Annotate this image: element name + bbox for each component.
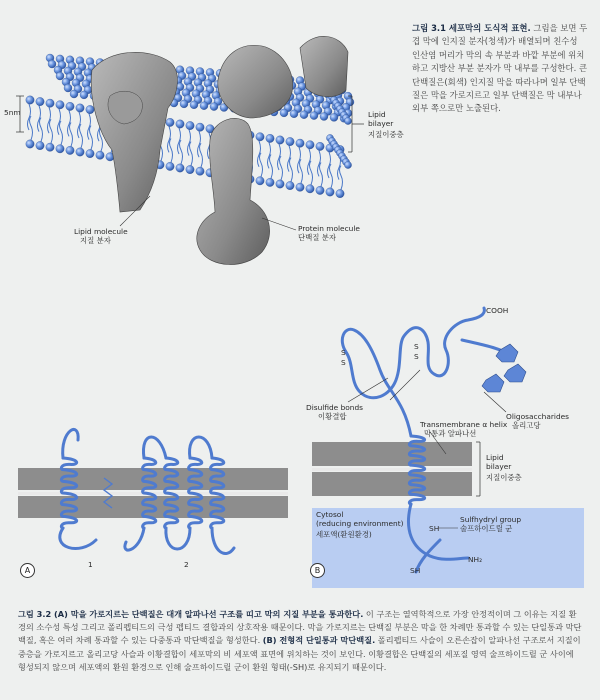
lipid-molecule-label-en: Lipid molecule <box>74 227 128 236</box>
subfigure-number-1: 1 <box>88 560 93 569</box>
panel-b-membrane <box>312 442 472 496</box>
lipid-bilayer-label-ko: 지질이중층 <box>368 130 404 139</box>
tm-helix-label-en: Transmembrane α helix <box>420 420 508 429</box>
lipid-bilayer-b-label-ko: 지질이중층 <box>486 473 522 482</box>
lipid-molecule-label-ko: 지질 분자 <box>80 236 111 245</box>
sh-label-1: SH <box>429 524 440 533</box>
glycosylation-branch <box>462 340 504 352</box>
lipid-bilayer-label-en: Lipid bilayer <box>368 110 394 128</box>
cooh-label: COOH <box>486 306 509 315</box>
protein-molecule-label-ko: 단백질 분자 <box>298 233 337 242</box>
sh-label-2: SH <box>410 566 421 575</box>
figure-3-1-caption-body: 그림을 보면 두겹 막에 인지질 분자(청색)가 배열되며 친수성 인산염 머리가 막의 속 부분과 바깥 부분에 위치하고 지방산 부분 분자가 막 내부를 구성한다. 큰 단백질은(회색) 인지질 막을 따라나며 일부 단백질은 막을 가로지르고 일부 단백질은 막 내부나 외부 쪽으로만 노출된다. <box>412 23 588 114</box>
loop <box>63 430 78 458</box>
cytosol-label-en: Cytosol (reducing environment) <box>316 510 404 528</box>
subfigure-number-2: 2 <box>184 560 189 569</box>
cytosol-label-ko: 세포액(환원환경) <box>316 530 372 539</box>
scale-label: 5nm <box>4 108 21 117</box>
disulfide-label-ko: 이황결합 <box>318 412 347 421</box>
loop <box>212 528 234 554</box>
oligosaccharide-2 <box>504 364 526 382</box>
loop <box>60 528 96 549</box>
oligosaccharide-3 <box>482 374 504 392</box>
protein-molecule-label-en: Protein molecule <box>298 224 360 233</box>
extracellular-loop <box>342 308 484 436</box>
loop <box>166 528 190 549</box>
s-label-4: S <box>414 352 419 361</box>
oligosaccharide-1 <box>496 344 518 362</box>
loop <box>125 528 144 550</box>
tm-helix-label-ko: 막통과 알파나선 <box>424 429 477 438</box>
figure-3-2-caption-body: 이 구조는 열역학적으로 가장 안정적이며 그 이유는 지질 환경의 소수성 특성 그리고 폴리펩티드의 극성 펩티드 결합과의 상호작용 때문이다. 막을 가로지르는 단백질 부분은 막을 한 차례만 통과할 수 있는 단일통과 막단백질, 혹은 여러 차례 통과할 수 있는 다중통과 막단백질을 형성한다. <box>18 609 582 646</box>
panel-b-badge: B <box>310 563 325 578</box>
figure-3-2-caption-title: 그림 3.2 (A) 막을 가로지르는 단백질은 대개 알파나선 구조를 띠고 막의 지질 부분을 통과한다. <box>18 609 364 619</box>
s-label-1: S <box>341 348 346 357</box>
sulfhydryl-label-en: Sulfhydryl group <box>460 515 522 524</box>
lipid-bilayer-b-label-en: Lipid bilayer <box>486 453 512 471</box>
panel-a-badge: A <box>20 563 35 578</box>
s-label-3: S <box>414 342 419 351</box>
figure-3-2-caption <box>18 608 584 674</box>
figure-3-1-caption <box>412 22 588 116</box>
loop <box>190 437 212 458</box>
oligosaccharides-label-en: Oligosaccharides <box>506 412 570 421</box>
s-label-2: S <box>341 358 346 367</box>
disulfide-label-en: Disulfide bonds <box>306 403 364 412</box>
figure-3-1-caption-title: 그림 3.1 세포막의 도식적 표현. <box>412 23 531 33</box>
nh2-label: NH₂ <box>468 555 483 564</box>
sulfhydryl-label-ko: 술프하이드릴 군 <box>460 524 513 533</box>
figure-3-2-caption-body-b: 폴리펩티드 사슬이 오른손잡이 알파나선 구조로서 지질이중층을 가로지르고 올리고당 사슬과 이황결합이 세포막의 비 세포액 표면에 위치하는 것이 보인다. 이황결합은 단백질의 세포질 영역 술프하이드릴 군 사이에 형성되지 않으며 세포액의 환원 환경으로 인해 술프하이드릴 군이 환원 형태(-SH)로 유지되기 때문이다. <box>18 635 581 672</box>
oligosaccharides-label-ko: 올리고당 <box>512 421 541 430</box>
figure-3-2-caption-title-b: (B) 전형적 단일통과 막단백질. <box>262 635 376 646</box>
polypeptide-chains-a <box>60 430 234 554</box>
loop <box>143 437 166 458</box>
